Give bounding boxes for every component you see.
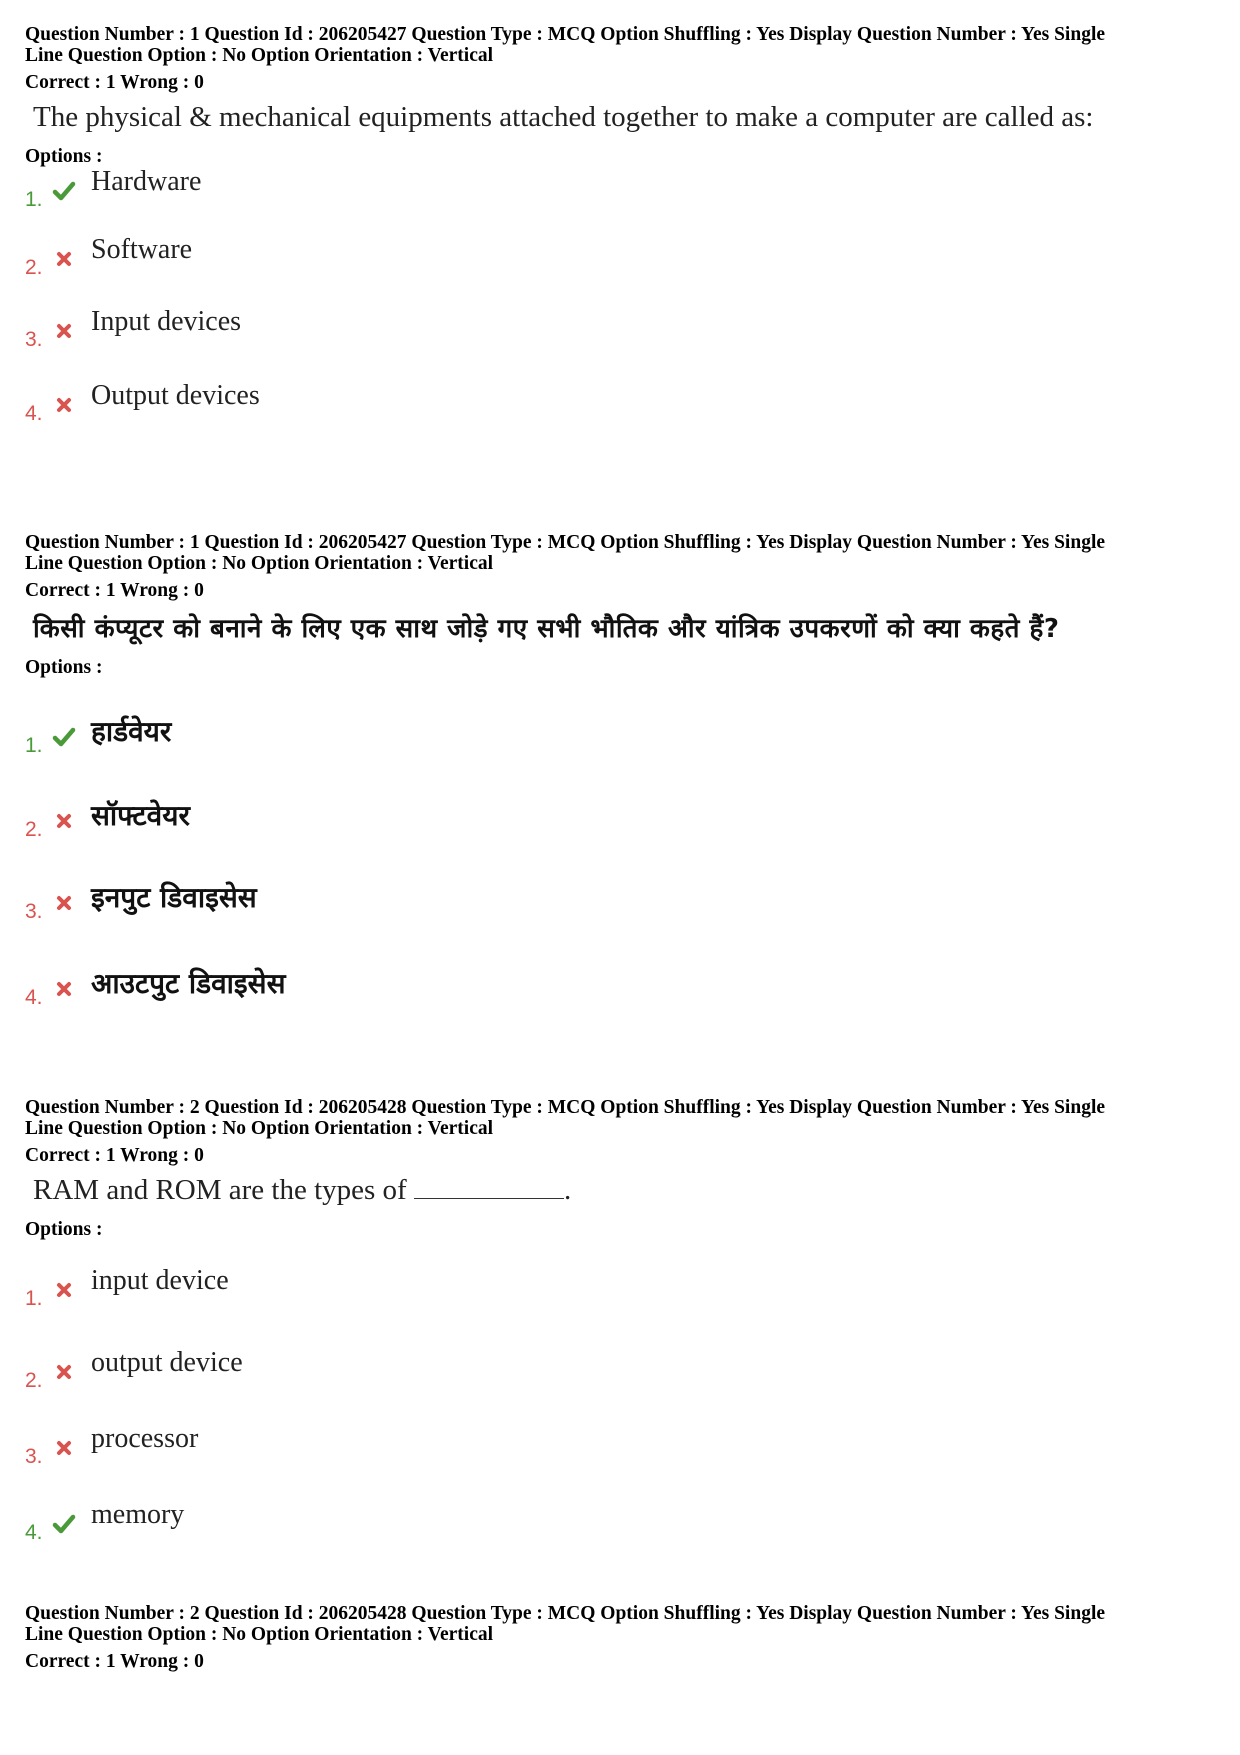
question-text-main: RAM and ROM are the types of <box>33 1174 407 1206</box>
options-label: Options : <box>25 146 103 167</box>
check-icon <box>51 724 77 750</box>
option-text: input device <box>91 1265 229 1296</box>
cross-icon <box>51 890 77 916</box>
question-meta-line1: Question Number : 1 Question Id : 206205427 Question Type : MCQ Option Shuffling : Yes Display Question Number : Yes Single <box>25 24 1106 45</box>
question-meta-line2: Line Question Option : No Option Orientation : Vertical <box>25 1118 494 1139</box>
correct-wrong-marks: Correct : 1 Wrong : 0 <box>25 580 204 601</box>
question-meta <box>25 1603 1210 1645</box>
option-text: output device <box>91 1347 243 1378</box>
cross-icon <box>51 246 77 272</box>
option-number: 1. <box>25 188 43 211</box>
options-list-2 <box>25 715 1225 1024</box>
option-number: 4. <box>25 402 43 425</box>
question-block-4 <box>25 1603 1225 1672</box>
cross-icon <box>51 808 77 834</box>
question-meta-line2: Line Question Option : No Option Orientation : Vertical <box>25 553 494 574</box>
cross-icon <box>51 1435 77 1461</box>
option-text: Output devices <box>91 380 260 411</box>
question-meta <box>25 1097 1210 1139</box>
question-block-1 <box>25 24 1225 168</box>
option-number: 4. <box>25 986 43 1009</box>
correct-wrong-marks: Correct : 1 Wrong : 0 <box>25 1651 204 1672</box>
option-text: आउटपुट डिवाइसेस <box>91 967 286 1000</box>
question-text: किसी कंप्यूटर को बनाने के लिए एक साथ जोड़े गए सभी भौतिक और यांत्रिक उपकरणों को क्या कहते हैं? <box>33 614 1060 644</box>
cross-icon <box>51 318 77 344</box>
question-text: The physical & mechanical equipments attached together to make a computer are called as: <box>33 101 1094 133</box>
option-text: memory <box>91 1499 185 1530</box>
correct-wrong-marks: Correct : 1 Wrong : 0 <box>25 1145 204 1166</box>
option-number: 2. <box>25 818 43 841</box>
option-text: हार्डवेयर <box>91 715 172 748</box>
answer-blank <box>414 1176 564 1199</box>
option-number: 4. <box>25 1521 43 1544</box>
check-icon <box>51 1511 77 1537</box>
option-number: 3. <box>25 1445 43 1468</box>
options-label: Options : <box>25 657 103 678</box>
option-number: 1. <box>25 1287 43 1310</box>
question-meta <box>25 24 1210 66</box>
option-text: Input devices <box>91 306 242 337</box>
cross-icon <box>51 392 77 418</box>
option-text: Hardware <box>91 166 202 197</box>
question-meta-line2: Line Question Option : No Option Orientation : Vertical <box>25 1624 494 1645</box>
option-number: 1. <box>25 734 43 757</box>
cross-icon <box>51 1277 77 1303</box>
check-icon <box>51 178 77 204</box>
option-text: processor <box>91 1423 199 1454</box>
question-meta-line1: Question Number : 2 Question Id : 206205428 Question Type : MCQ Option Shuffling : Yes Display Question Number : Yes Single <box>25 1097 1106 1118</box>
options-list-1 <box>25 166 1225 438</box>
option-number: 3. <box>25 900 43 923</box>
question-meta-line2: Line Question Option : No Option Orientation : Vertical <box>25 45 494 66</box>
option-number: 3. <box>25 328 43 351</box>
question-meta <box>25 532 1210 574</box>
option-text: इनपुट डिवाइसेस <box>91 881 257 914</box>
options-label: Options : <box>25 1219 103 1240</box>
question-text-end: . <box>563 1174 572 1206</box>
option-text: Software <box>91 234 193 265</box>
question-meta-line1: Question Number : 1 Question Id : 206205427 Question Type : MCQ Option Shuffling : Yes Display Question Number : Yes Single <box>25 532 1106 553</box>
question-block-2 <box>25 532 1225 679</box>
question-meta-line1: Question Number : 2 Question Id : 206205428 Question Type : MCQ Option Shuffling : Yes Display Question Number : Yes Single <box>25 1603 1106 1624</box>
option-text: सॉफ्टवेयर <box>91 799 190 832</box>
correct-wrong-marks: Correct : 1 Wrong : 0 <box>25 72 204 93</box>
cross-icon <box>51 976 77 1002</box>
option-number: 2. <box>25 256 43 279</box>
question-block-3 <box>25 1097 1225 1241</box>
options-list-3 <box>25 1265 1225 1544</box>
cross-icon <box>51 1359 77 1385</box>
question-text <box>33 1174 1225 1207</box>
option-number: 2. <box>25 1369 43 1392</box>
